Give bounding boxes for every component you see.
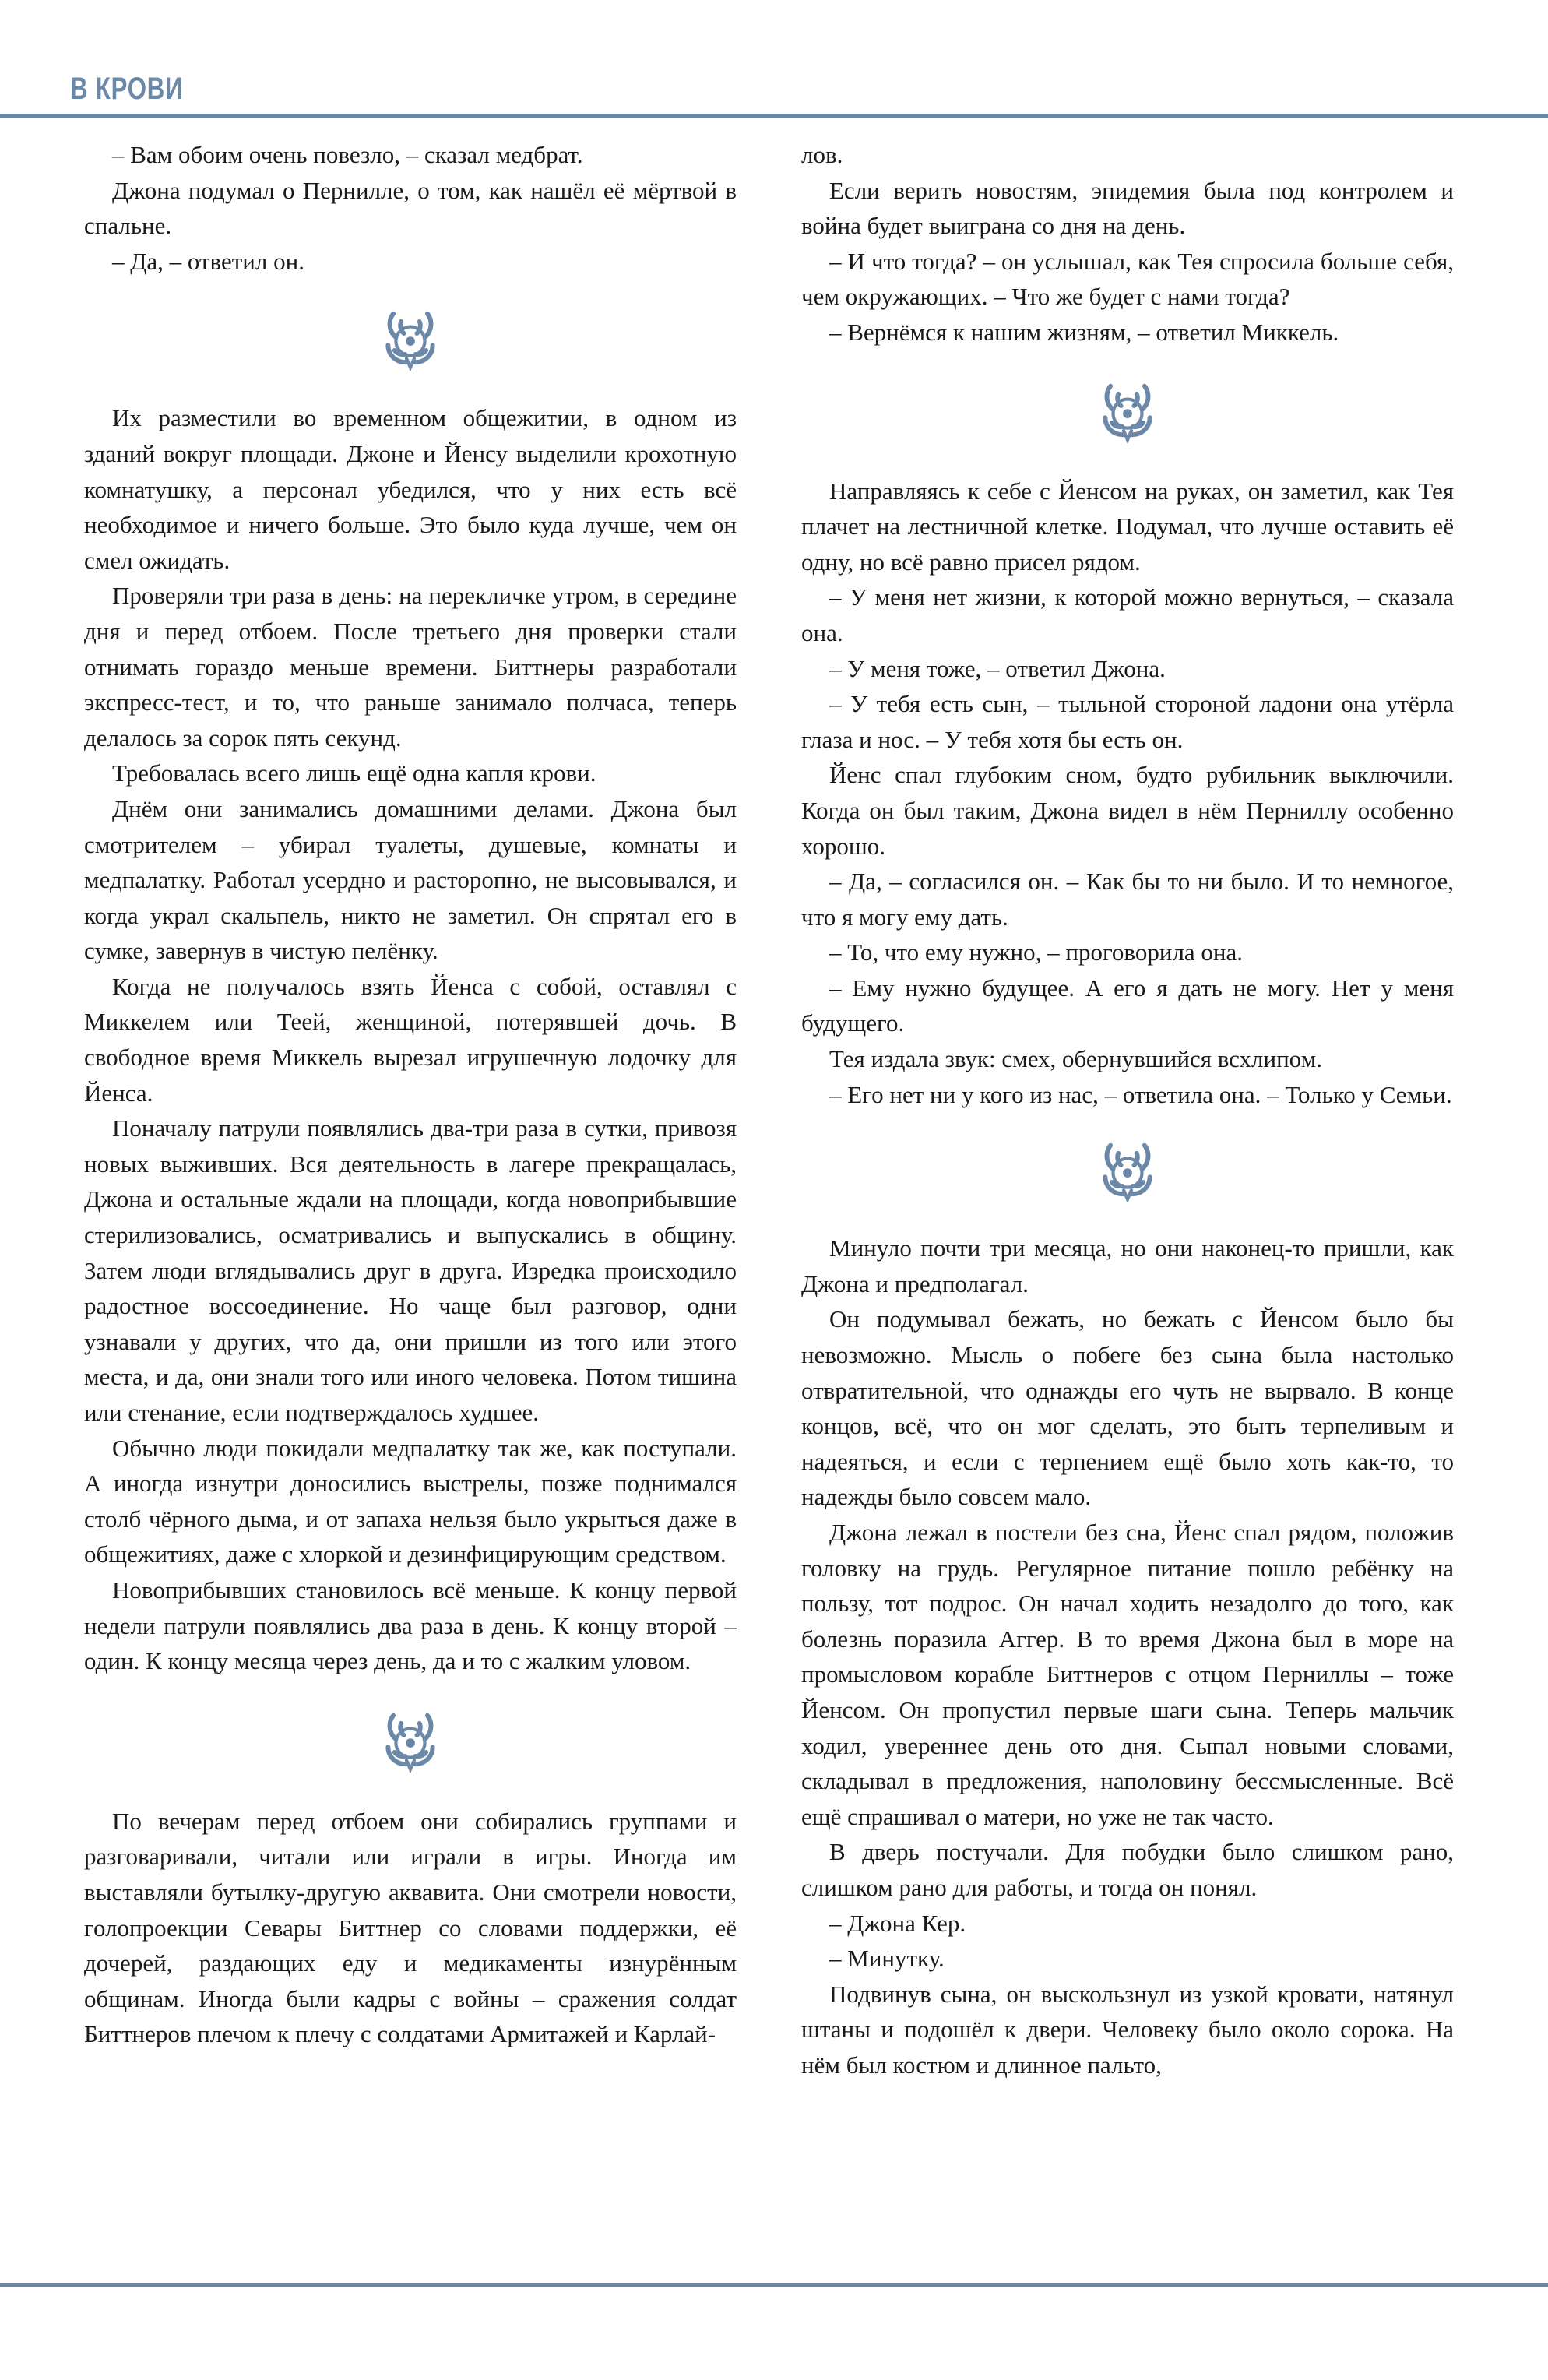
paragraph: Подвинув сына, он выскользнул из узкой кровати, натянул штаны и подошёл к двери. Человеку было около сорока. На нём был костюм и длинное пальто,: [801, 1980, 1454, 2079]
paragraph: – У меня тоже, – ответил Джона.: [829, 654, 1166, 682]
paragraph: По вечерам перед отбоем они собирались группами и разговаривали, читали или играли в игры. Иногда им выставляли бутылку-другую аквавита. Они смотрели новости, голопроекции Севары Биттнер со словами поддержки, её дочерей, раздающих еду и медикаменты изнурённым общинам. Иногда были кадры с войны – сражения солдат Биттнеров плечом к плечу с солдатами Армитажей и Карлай-: [84, 1807, 737, 2048]
paragraph: – Его нет ни у кого из нас, – ответила она. – Только у Семьи.: [829, 1080, 1452, 1108]
paragraph: Йенс спал глубоким сном, будто рубильник выключили. Когда он был таким, Джона видел в нём Перниллу особенно хорошо.: [801, 761, 1454, 860]
paragraph: Джона подумал о Пернилле, о том, как нашёл её мёртвой в спальне.: [84, 176, 737, 240]
section-separator: [801, 1112, 1454, 1230]
paragraph: – У меня нет жизни, к которой можно вернуться, – сказала она.: [801, 583, 1454, 646]
right-column: [801, 137, 1454, 2083]
paragraph: Их разместили во временном общежитии, в одном из зданий вокруг площади. Джоне и Йенсу выделили крохотную комнатушку, а персонал убедился, что у них есть всё необходимое и ничего больше. Это было куда лучше, чем он смел ожидать.: [84, 404, 737, 574]
paragraph: Проверяли три раза в день: на перекличке утром, в середине дня и перед отбоем. После третьего дня проверки стали отнимать гораздо меньше времени. Биттнеры разработали экспресс-тест, и то, что раньше занимало полчаса, теперь делалось за сорок пять секунд.: [84, 582, 737, 752]
paragraph: – Джона Кер.: [829, 1909, 966, 1937]
paragraph: – Да, – согласился он. – Как бы то ни было. И то немногое, что я могу ему дать.: [801, 868, 1454, 931]
paragraph: Тея издала звук: смех, обернувшийся всхлипом.: [829, 1045, 1322, 1073]
section-separator: [84, 279, 737, 400]
paragraph: Когда не получалось взять Йенса с собой, оставлял с Миккелем или Теей, женщиной, потерявшей дочь. В свободное время Миккель вырезал игрушечную лодочку для Йенса.: [84, 972, 737, 1107]
paragraph: Он подумывал бежать, но бежать с Йенсом было бы невозможно. Мысль о побеге без сына была настолько отвратительной, что однажды его чуть не вырвало. В конце концов, всё, что он мог сделать, это быть терпеливым и надеяться, и если с терпением ещё было хоть как-то, то надежды было совсем мало.: [801, 1305, 1454, 1511]
footer-rule: [0, 2283, 1548, 2287]
paragraph: Джона лежал в постели без сна, Йенс спал рядом, положив головку на грудь. Регулярное питание пошло ребёнку на пользу, тот подрос. Он начал ходить незадолго до того, как болезнь поразила Аггер. В то время Джона был в море на промысловом корабле Биттнеров с отцом Перниллы – тоже Йенсом. Он пропустил первые шаги сына. Теперь мальчик ходил, увереннее день ото дня. Сыпал новыми словами, складывал в предложения, наполовину бессмысленные. Всё ещё спрашивал о матери, но уже не так часто.: [801, 1519, 1454, 1830]
paragraph: Поначалу патрули появлялись два-три раза в сутки, привозя новых выживших. Вся деятельность в лагере прекращалась, Джона и остальные ждали на площади, когда новоприбывшие стерилизовались, осматривались и выпускались в общину. Затем люди вглядывались друг в друга. Изредка происходило радостное воссоединение. Но чаще был разговор, одни узнавали у других, что да, они пришли из того или этого места, и да, они знали того или иного человека. Потом тишина или стенание, если подтверждалось худшее.: [84, 1114, 737, 1426]
paragraph: Направляясь к себе с Йенсом на руках, он заметил, как Тея плачет на лестничной клетке. Подумал, что лучше оставить её одну, но всё равно присел рядом.: [801, 477, 1454, 576]
biohazard-icon: [1094, 1140, 1161, 1202]
paragraph: – То, что ему нужно, – проговорила она.: [829, 938, 1244, 966]
paragraph: Если верить новостям, эпидемия была под контролем и война будет выиграна со дня на день.: [801, 176, 1454, 240]
header-rule: [0, 114, 1548, 118]
paragraph: Обычно люди покидали медпалатку так же, как поступали. А иногда изнутри доносились выстрелы, позже поднимался столб чёрного дыма, и от запаха нельзя было укрыться даже в общежитиях, даже с хлоркой и дезинфицирующим средством.: [84, 1434, 737, 1568]
paragraph: Минуло почти три месяца, но они наконец-то пришли, как Джона и предполагал.: [801, 1234, 1454, 1297]
paragraph: – Вернёмся к нашим жизням, – ответил Миккель.: [829, 318, 1339, 346]
paragraph: – У тебя есть сын, – тыльной стороной ладони она утёрла глаза и нос. – У тебя хотя бы есть он.: [801, 690, 1454, 753]
paragraph: В дверь постучали. Для побудки было слишком рано, слишком рано для работы, и тогда он понял.: [801, 1838, 1454, 1901]
biohazard-icon: [377, 1710, 444, 1773]
paragraph: – Ему нужно будущее. А его я дать не могу. Нет у меня будущего.: [801, 973, 1454, 1037]
paragraph: – Минутку.: [829, 1945, 945, 1973]
paragraph: – Вам обоим очень повезло, – сказал медбрат.: [112, 141, 583, 168]
biohazard-icon: [1094, 381, 1161, 443]
paragraph: Требовалась всего лишь ещё одна капля крови.: [112, 759, 596, 787]
paragraph: – Да, – ответил он.: [112, 247, 304, 275]
section-separator: [84, 1679, 737, 1804]
section-separator: [801, 350, 1454, 474]
biohazard-icon: [377, 308, 444, 371]
paragraph: Днём они занимались домашними делами. Джона был смотрителем – убирал туалеты, душевые, комнаты и медпалатку. Работал усердно и расторопно, не высовывался, и когда украл скальпель, никто не заметил. Он спрятал его в сумке, завернув в чистую пелёнку.: [84, 794, 737, 965]
paragraph: Новоприбывших становилось всё меньше. К концу первой недели патрули появлялись два раза в день. К концу второй – один. К концу месяца через день, да и то с жалким уловом.: [84, 1576, 737, 1675]
paragraph: – И что тогда? – он услышал, как Тея спросила больше себя, чем окружающих. – Что же будет с нами тогда?: [801, 247, 1454, 311]
running-header-title: В КРОВИ: [70, 72, 184, 106]
left-column: [84, 137, 737, 2052]
paragraph-continuation: лов.: [801, 141, 843, 168]
